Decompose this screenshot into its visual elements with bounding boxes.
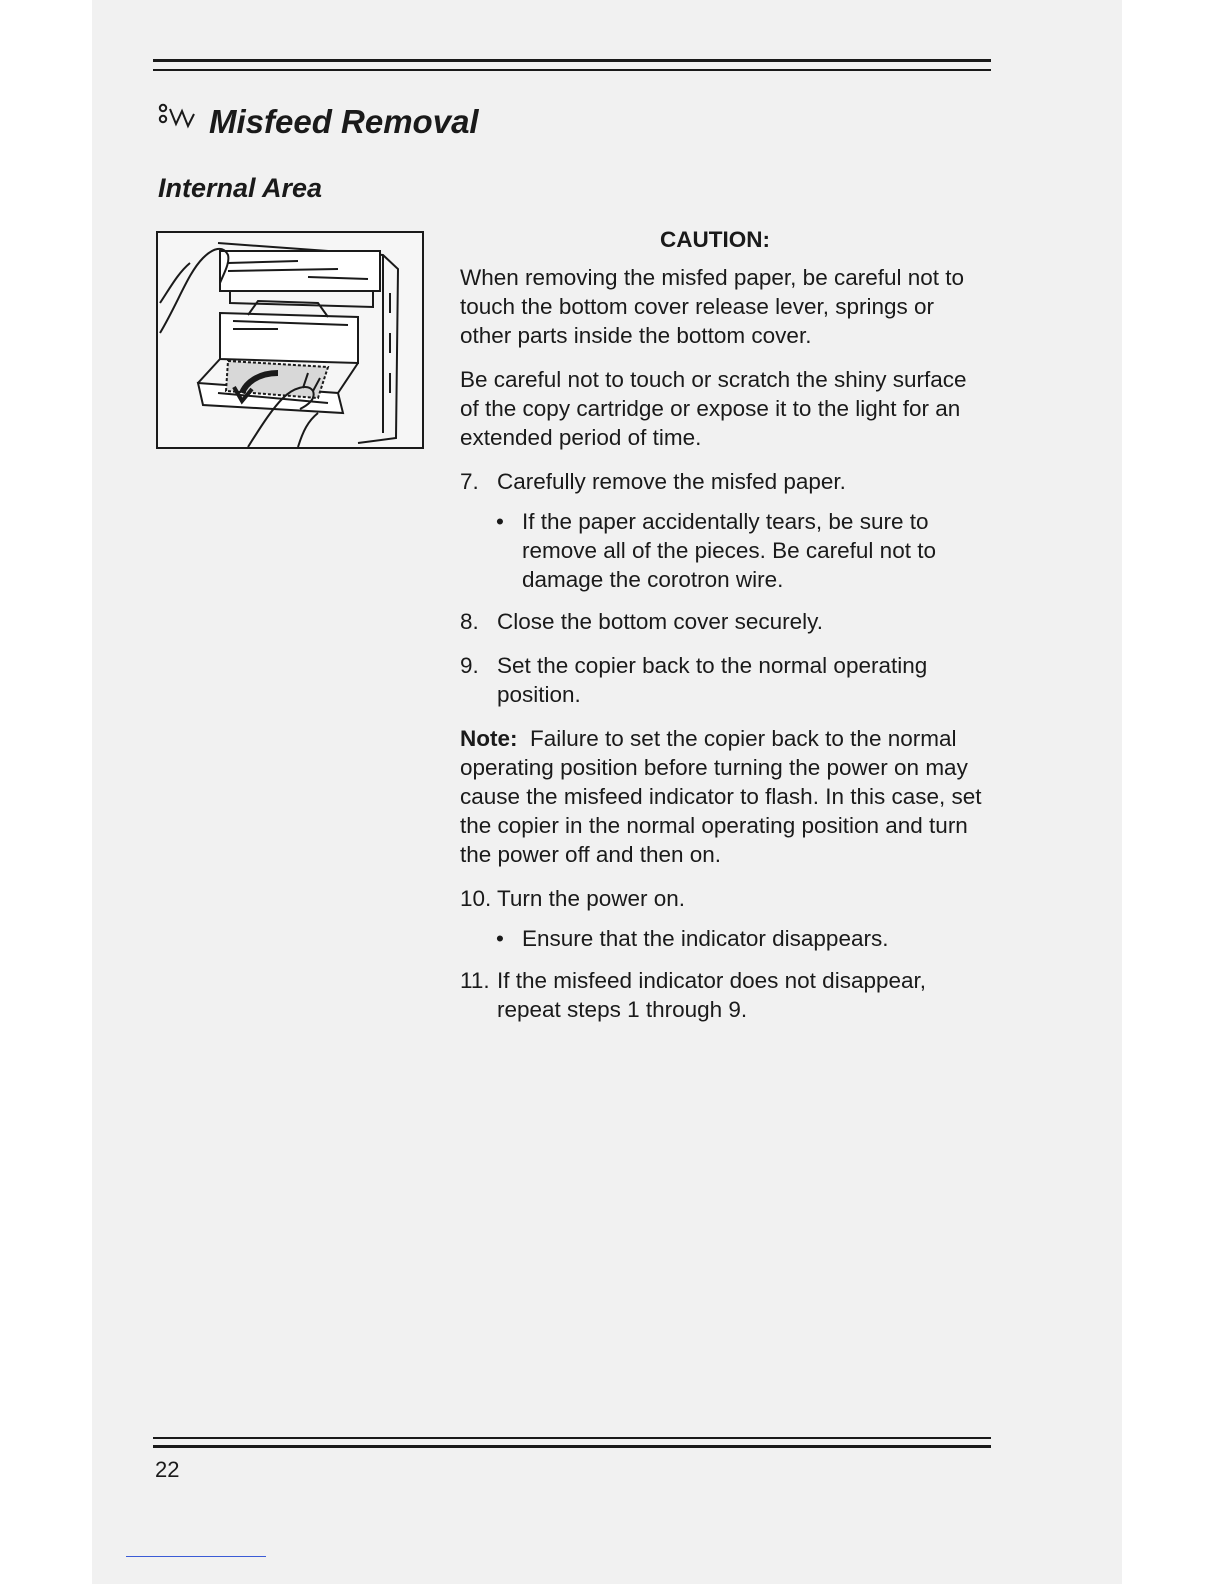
note-paragraph — [460, 724, 990, 869]
step-text: Set the copier back to the normal operating position. — [497, 653, 928, 707]
header-rule-thick — [153, 59, 991, 62]
header-rule-thin — [153, 69, 991, 71]
step-bullet — [496, 924, 990, 953]
step-item — [460, 884, 990, 913]
step-text: If the misfeed indicator does not disappear, repeat steps 1 through 9. — [497, 968, 927, 1022]
step-number: 7. — [460, 469, 479, 494]
misfeed-icon — [157, 100, 203, 138]
step-number: 9. — [460, 653, 479, 678]
footer-rule-thin — [153, 1437, 991, 1439]
caution-paragraph: Be careful not to touch or scratch the shiny surface of the copy cartridge or expose it to the light for an extended period of time. — [460, 367, 967, 450]
instructions-column — [460, 225, 990, 1039]
step-item — [460, 966, 990, 1024]
bullet-icon: • — [496, 509, 504, 534]
caution-paragraph: When removing the misfed paper, be careful not to touch the bottom cover release lever, springs or other parts inside the bottom cover. — [460, 265, 965, 348]
note-label: Note: — [460, 726, 518, 751]
step-bullet — [496, 507, 990, 594]
section-subtitle: Internal Area — [158, 173, 323, 203]
step-number: 11. — [460, 968, 490, 993]
copier-illustration — [156, 231, 424, 449]
caution-heading: CAUTION: — [660, 227, 770, 252]
bullet-text: Ensure that the indicator disappears. — [522, 926, 889, 951]
step-number: 8. — [460, 609, 479, 634]
page-number: 22 — [155, 1457, 180, 1482]
bullet-text: If the paper accidentally tears, be sure to remove all of the pieces. Be careful not to damage the corotron wire. — [522, 509, 936, 592]
footer-rule-thick — [153, 1445, 991, 1448]
note-text: Failure to set the copier back to the normal operating position before turning the power on may cause the misfeed indicator to flash. In this case, set the copier in the normal operating position and turn the power off and then on. — [460, 726, 982, 867]
title-row — [157, 100, 479, 138]
step-text: Carefully remove the misfed paper. — [497, 469, 846, 494]
step-item — [460, 467, 990, 496]
copier-bottom-cover-open-illustration-icon — [158, 233, 422, 447]
step-item — [460, 651, 990, 709]
step-text: Turn the power on. — [497, 886, 686, 911]
step-item — [460, 607, 990, 636]
step-number: 10. — [460, 886, 492, 911]
bullet-icon: • — [496, 926, 504, 951]
bottom-edge-line — [126, 1556, 266, 1557]
page-title: Misfeed Removal — [209, 103, 479, 140]
step-text: Close the bottom cover securely. — [497, 609, 823, 634]
